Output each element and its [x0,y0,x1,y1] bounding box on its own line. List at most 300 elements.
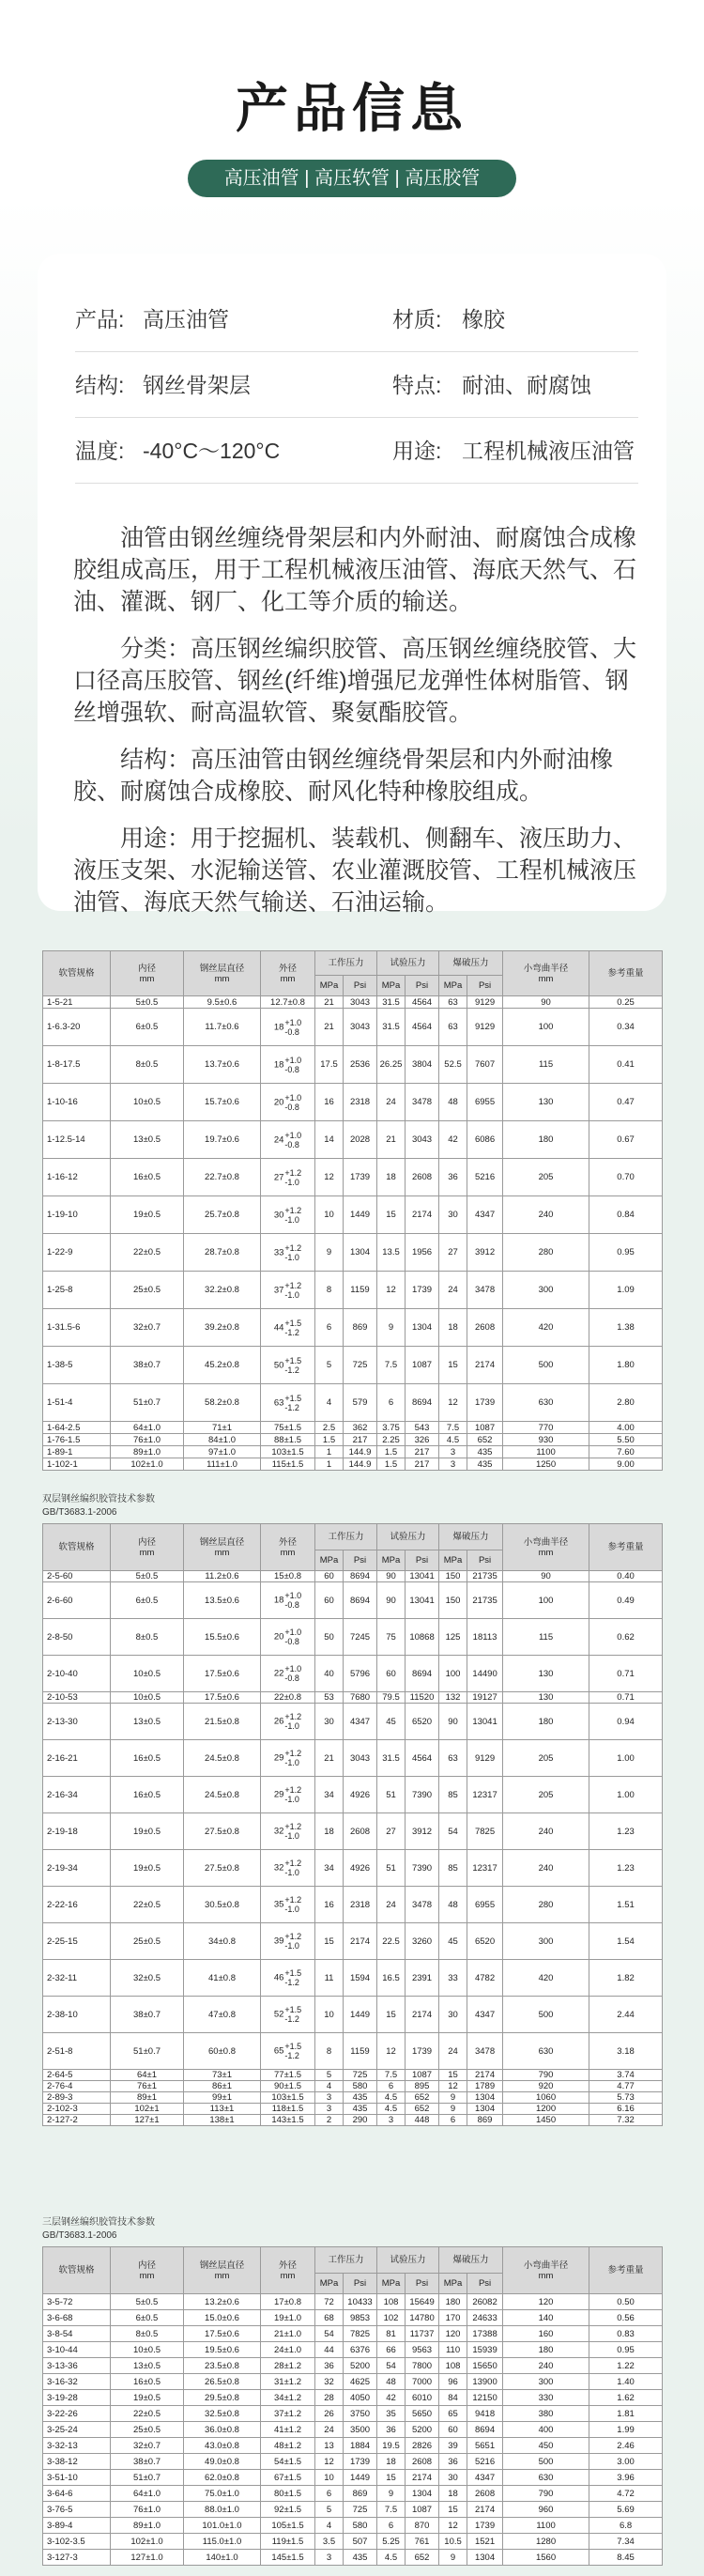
cell-model: 2-22-16 [43,1887,111,1923]
cell-weight: 1.40 [589,2374,663,2390]
cell-bend-radius: 930 [503,1434,589,1446]
cell-working-mpa: 14 [315,1121,344,1159]
cell-model: 3-38-12 [43,2454,111,2470]
cell-working-psi: 1449 [344,2470,377,2486]
cell-outer-diameter: 20+1.0 -0.8 [261,1084,315,1121]
cell-outer-diameter: 18+1.0 -0.8 [261,1582,315,1619]
tolerance: +1.0 -0.8 [284,1055,302,1074]
col-header-mpa: MPa [377,2274,406,2294]
cell-test-mpa: 15 [377,1997,406,2033]
description-paragraph: 结构：高压油管由钢丝缠绕骨架层和内外耐油橡胶、耐腐蚀合成橡胶、耐风化特种橡胶组成。 [73,747,614,805]
cell-burst-mpa: 150 [439,1582,467,1619]
table-standard: GB/T3683.1-2006 [42,1507,117,1518]
cell-burst-psi: 9129 [467,1009,503,1046]
cell-working-psi: 725 [344,2502,377,2518]
table-row [43,1960,663,1997]
cell-weight: 3.96 [589,2470,663,2486]
col-header-mpa: MPa [377,1550,406,1571]
cell-braid-diameter: 27.5±0.8 [184,1813,261,1850]
cell-working-psi: 1739 [344,1159,377,1196]
cell-model: 1-25-8 [43,1272,111,1309]
cell-inner-diameter: 64±1.0 [111,2486,184,2502]
cell-outer-diameter: 19±1.0 [261,2310,315,2326]
cell-working-psi: 1739 [344,2454,377,2470]
cell-inner-diameter: 5±0.5 [111,996,184,1009]
cell-working-psi: 1304 [344,1234,377,1272]
cell-burst-mpa: 36 [439,2454,467,2470]
table-row [43,1084,663,1121]
cell-working-psi: 3043 [344,1009,377,1046]
cell-burst-psi: 1087 [467,1422,503,1434]
col-header-mpa: MPa [315,976,344,996]
cell-inner-diameter: 22±0.5 [111,1887,184,1923]
table-row [43,1692,663,1704]
cell-burst-psi: 18113 [467,1619,503,1656]
cell-inner-diameter: 10±0.5 [111,2342,184,2358]
cell-burst-psi: 5216 [467,2454,503,2470]
cell-model: 1-19-10 [43,1196,111,1234]
cell-model: 2-64-5 [43,2070,111,2081]
cell-test-mpa: 16.5 [377,1960,406,1997]
cell-braid-diameter: 21.5±0.8 [184,1704,261,1740]
cell-working-psi: 3043 [344,1740,377,1777]
cell-test-psi: 543 [406,1422,439,1434]
cell-weight: 0.95 [589,1234,663,1272]
cell-burst-mpa: 120 [439,2326,467,2342]
cell-working-psi: 507 [344,2534,377,2550]
cell-inner-diameter: 16±0.5 [111,1159,184,1196]
cell-working-mpa: 3 [315,2550,344,2566]
cell-test-psi: 4564 [406,996,439,1009]
col-header-weight: 参考重量 [589,951,663,996]
cell-weight: 0.71 [589,1692,663,1704]
cell-burst-mpa: 15 [439,2502,467,2518]
cell-outer-diameter: 118±1.5 [261,2104,315,2115]
divider [75,483,638,484]
cell-working-mpa: 30 [315,1704,344,1740]
cell-bend-radius: 130 [503,1656,589,1692]
cell-test-psi: 1304 [406,2486,439,2502]
cell-braid-diameter: 62.0±0.8 [184,2470,261,2486]
cell-bend-radius: 1100 [503,1446,589,1458]
cell-weight: 0.95 [589,2342,663,2358]
cell-working-psi: 362 [344,1422,377,1434]
cell-inner-diameter: 32±0.7 [111,1309,184,1347]
cell-burst-psi: 6955 [467,1887,503,1923]
table-row [43,1234,663,1272]
cell-working-psi: 4050 [344,2390,377,2406]
cell-working-mpa: 60 [315,1571,344,1582]
cell-test-mpa: 6 [377,2081,406,2092]
cell-model: 3-8-54 [43,2326,111,2342]
cell-weight: 3.18 [589,2033,663,2070]
cell-test-psi: 761 [406,2534,439,2550]
cell-burst-psi: 1739 [467,1384,503,1422]
cell-braid-diameter: 24.5±0.8 [184,1777,261,1813]
cell-model: 2-5-60 [43,1571,111,1582]
cell-burst-psi: 869 [467,2115,503,2126]
cell-burst-psi: 4347 [467,1997,503,2033]
cell-test-mpa: 13.5 [377,1234,406,1272]
cell-test-mpa: 51 [377,1777,406,1813]
cell-model: 1-10-16 [43,1084,111,1121]
cell-outer-diameter: 103±1.5 [261,2092,315,2104]
cell-burst-psi: 4347 [467,2470,503,2486]
cell-test-psi: 2826 [406,2438,439,2454]
cell-test-mpa: 7.5 [377,1347,406,1384]
cell-inner-diameter: 16±0.5 [111,1777,184,1813]
cell-inner-diameter: 38±0.7 [111,1347,184,1384]
cell-outer-diameter: 26+1.2 -1.0 [261,1704,315,1740]
cell-model: 3-22-26 [43,2406,111,2422]
cell-test-psi: 7000 [406,2374,439,2390]
cell-test-psi: 15649 [406,2294,439,2310]
cell-burst-psi: 7607 [467,1046,503,1084]
spec-label-usage: 用途: [392,439,442,463]
cell-outer-diameter: 22±0.8 [261,1692,315,1704]
cell-test-psi: 3478 [406,1887,439,1923]
col-header-psi: Psi [406,976,439,996]
cell-test-psi: 3043 [406,1121,439,1159]
cell-weight: 3.00 [589,2454,663,2470]
col-header-weight: 参考重量 [589,1524,663,1571]
cell-working-mpa: 60 [315,1582,344,1619]
cell-burst-psi: 12317 [467,1777,503,1813]
cell-model: 2-51-8 [43,2033,111,2070]
tolerance: +1.0 -0.8 [284,1664,302,1683]
cell-model: 3-102-3.5 [43,2534,111,2550]
cell-inner-diameter: 25±0.5 [111,1272,184,1309]
table-row [43,1656,663,1692]
cell-burst-psi: 5651 [467,2438,503,2454]
cell-working-psi: 580 [344,2081,377,2092]
cell-working-psi: 5796 [344,1656,377,1692]
cell-working-psi: 869 [344,2486,377,2502]
cell-burst-psi: 17388 [467,2326,503,2342]
col-header-braid-diameter: 钢丝层直径 mm [184,2247,261,2294]
spec-table-triple-braid [42,2246,663,2566]
cell-working-mpa: 21 [315,1740,344,1777]
cell-inner-diameter: 16±0.5 [111,1740,184,1777]
cell-outer-diameter: 18+1.0 -0.8 [261,1046,315,1084]
cell-working-mpa: 3.5 [315,2534,344,2550]
table-row [43,2033,663,2070]
cell-outer-diameter: 119±1.5 [261,2534,315,2550]
col-header-mpa: MPa [439,976,467,996]
cell-working-mpa: 16 [315,1084,344,1121]
spec-table-double-braid [42,1523,663,2126]
table-row [43,2326,663,2342]
cell-inner-diameter: 102±1.0 [111,1458,184,1471]
col-header-test-pressure: 试验压力 [377,2247,439,2274]
cell-model: 3-64-6 [43,2486,111,2502]
cell-working-psi: 7680 [344,1692,377,1704]
cell-burst-mpa: 30 [439,1997,467,2033]
cell-burst-mpa: 84 [439,2390,467,2406]
cell-model: 3-19-28 [43,2390,111,2406]
cell-test-mpa: 1.5 [377,1446,406,1458]
cell-burst-mpa: 30 [439,2470,467,2486]
table-row [43,1997,663,2033]
cell-test-psi: 1304 [406,1309,439,1347]
cell-model: 3-25-24 [43,2422,111,2438]
cell-burst-psi: 2174 [467,2502,503,2518]
col-header-bend-radius: 小弯曲半径 mm [503,2247,589,2294]
tolerance: +1.2 -1.0 [284,1859,302,1877]
spec-value-product: 高压油管 [143,307,229,332]
cell-burst-psi: 12150 [467,2390,503,2406]
cell-test-psi: 2174 [406,1997,439,2033]
cell-model: 2-32-11 [43,1960,111,1997]
cell-burst-psi: 9129 [467,1740,503,1777]
cell-braid-diameter: 28.7±0.8 [184,1234,261,1272]
cell-weight: 0.50 [589,2294,663,2310]
cell-outer-diameter: 18+1.0 -0.8 [261,1009,315,1046]
tolerance: +1.2 -1.0 [284,1280,302,1300]
cell-weight: 0.71 [589,1656,663,1692]
cell-test-mpa: 6 [377,1384,406,1422]
cell-burst-psi: 2608 [467,2486,503,2502]
cell-bend-radius: 240 [503,1196,589,1234]
cell-test-mpa: 2.25 [377,1434,406,1446]
cell-burst-psi: 652 [467,1434,503,1446]
cell-working-mpa: 5 [315,2070,344,2081]
cell-test-psi: 7800 [406,2358,439,2374]
cell-working-mpa: 34 [315,1850,344,1887]
cell-weight: 0.67 [589,1121,663,1159]
cell-braid-diameter: 30.5±0.8 [184,1887,261,1923]
cell-working-mpa: 4 [315,2518,344,2534]
cell-working-mpa: 50 [315,1619,344,1656]
cell-weight: 0.25 [589,996,663,1009]
cell-test-mpa: 9 [377,2486,406,2502]
page-title: 产品信息 [236,79,468,138]
cell-bend-radius: 100 [503,1009,589,1046]
cell-burst-psi: 3912 [467,1234,503,1272]
cell-weight: 1.09 [589,1272,663,1309]
cell-working-psi: 144.9 [344,1458,377,1471]
cell-working-psi: 7825 [344,2326,377,2342]
cell-braid-diameter: 9.5±0.6 [184,996,261,1009]
col-header-psi: Psi [344,2274,377,2294]
cell-working-mpa: 21 [315,996,344,1009]
cell-test-mpa: 75 [377,1619,406,1656]
spec-value-feature: 耐油、耐腐蚀 [462,373,591,397]
cell-burst-mpa: 9 [439,2104,467,2115]
cell-outer-diameter: 54±1.5 [261,2454,315,2470]
col-header-bend-radius: 小弯曲半径 mm [503,1524,589,1571]
cell-burst-mpa: 15 [439,1347,467,1384]
cell-burst-psi: 4347 [467,1196,503,1234]
cell-burst-mpa: 63 [439,1740,467,1777]
cell-braid-diameter: 138±1 [184,2115,261,2126]
col-header-outer-diameter: 外径 mm [261,951,315,996]
cell-burst-psi: 2174 [467,1347,503,1384]
cell-outer-diameter: 65+1.5 -1.2 [261,2033,315,2070]
cell-weight: 6.8 [589,2518,663,2534]
cell-braid-diameter: 15.0±0.6 [184,2310,261,2326]
cell-bend-radius: 1560 [503,2550,589,2566]
cell-weight: 0.41 [589,1046,663,1084]
cell-model: 3-13-36 [43,2358,111,2374]
col-header-working-pressure: 工作压力 [315,951,377,976]
cell-bend-radius: 300 [503,2374,589,2390]
cell-burst-mpa: 39 [439,2438,467,2454]
cell-braid-diameter: 113±1 [184,2104,261,2115]
table-row [43,2070,663,2081]
cell-model: 3-89-4 [43,2518,111,2534]
table-row [43,1887,663,1923]
cell-burst-psi: 5216 [467,1159,503,1196]
cell-test-mpa: 90 [377,1582,406,1619]
table-row [43,1347,663,1384]
cell-burst-psi: 2174 [467,2070,503,2081]
cell-test-psi: 8694 [406,1656,439,1692]
cell-outer-diameter: 63+1.5 -1.2 [261,1384,315,1422]
col-header-inner-diameter: 内径 mm [111,2247,184,2294]
cell-burst-psi: 1304 [467,2550,503,2566]
cell-inner-diameter: 16±0.5 [111,2374,184,2390]
col-header-working-pressure: 工作压力 [315,1524,377,1550]
cell-bend-radius: 630 [503,1384,589,1422]
cell-braid-diameter: 84±1.0 [184,1434,261,1446]
cell-braid-diameter: 19.7±0.6 [184,1121,261,1159]
cell-test-psi: 3912 [406,1813,439,1850]
cell-bend-radius: 300 [503,1923,589,1960]
cell-test-psi: 8694 [406,1384,439,1422]
cell-test-psi: 3260 [406,1923,439,1960]
cell-braid-diameter: 36.0±0.8 [184,2422,261,2438]
cell-working-psi: 290 [344,2115,377,2126]
tolerance: +1.5 -1.2 [284,1355,302,1375]
spec-value-structure: 钢丝骨架层 [143,373,251,397]
cell-test-psi: 217 [406,1458,439,1471]
cell-weight: 2.80 [589,1384,663,1422]
cell-test-mpa: 81 [377,2326,406,2342]
col-header-inner-diameter: 内径 mm [111,1524,184,1571]
cell-outer-diameter: 39+1.2 -1.0 [261,1923,315,1960]
cell-working-mpa: 53 [315,1692,344,1704]
cell-burst-mpa: 30 [439,1196,467,1234]
cell-burst-psi: 19127 [467,1692,503,1704]
cell-bend-radius: 205 [503,1159,589,1196]
col-header-mpa: MPa [315,1550,344,1571]
cell-inner-diameter: 127±1 [111,2115,184,2126]
cell-braid-diameter: 11.2±0.6 [184,1571,261,1582]
cell-bend-radius: 130 [503,1084,589,1121]
cell-inner-diameter: 5±0.5 [111,1571,184,1582]
cell-weight: 0.49 [589,1582,663,1619]
col-header-psi: Psi [344,1550,377,1571]
table-row [43,1422,663,1434]
cell-weight: 0.34 [589,1009,663,1046]
cell-working-psi: 5200 [344,2358,377,2374]
cell-test-mpa: 7.5 [377,2070,406,2081]
cell-test-mpa: 31.5 [377,996,406,1009]
cell-bend-radius: 280 [503,1887,589,1923]
cell-test-psi: 6010 [406,2390,439,2406]
col-header-mpa: MPa [439,2274,467,2294]
cell-model: 3-5-72 [43,2294,111,2310]
cell-model: 1-89-1 [43,1446,111,1458]
cell-outer-diameter: 80±1.5 [261,2486,315,2502]
col-header-mpa: MPa [315,2274,344,2294]
tolerance: +1.2 -1.0 [284,1895,302,1914]
cell-test-mpa: 24 [377,1887,406,1923]
tolerance: +1.5 -1.2 [284,1318,302,1337]
col-header-psi: Psi [406,1550,439,1571]
tolerance: +1.0 -0.8 [284,1591,302,1610]
cell-inner-diameter: 89±1 [111,2092,184,2104]
cell-model: 1-38-5 [43,1347,111,1384]
cell-outer-diameter: 35+1.2 -1.0 [261,1887,315,1923]
cell-working-psi: 435 [344,2092,377,2104]
cell-weight: 7.34 [589,2534,663,2550]
cell-bend-radius: 420 [503,1309,589,1347]
col-header-burst-pressure: 爆破压力 [439,1524,503,1550]
cell-model: 2-13-30 [43,1704,111,1740]
cell-model: 3-51-10 [43,2470,111,2486]
col-header-model: 软管规格 [43,1524,111,1571]
cell-working-psi: 579 [344,1384,377,1422]
cell-test-mpa: 9 [377,1309,406,1347]
cell-test-mpa: 3.75 [377,1422,406,1434]
table-row [43,2104,663,2115]
cell-working-psi: 217 [344,1434,377,1446]
cell-braid-diameter: 17.5±0.6 [184,1656,261,1692]
cell-test-mpa: 4.5 [377,2092,406,2104]
cell-outer-diameter: 44+1.5 -1.2 [261,1309,315,1347]
cell-bend-radius: 180 [503,1121,589,1159]
cell-bend-radius: 500 [503,1347,589,1384]
cell-weight: 0.94 [589,1704,663,1740]
cell-outer-diameter: 33+1.2 -1.0 [261,1234,315,1272]
cell-inner-diameter: 89±1.0 [111,1446,184,1458]
cell-bend-radius: 1280 [503,2534,589,2550]
cell-braid-diameter: 13.2±0.6 [184,2294,261,2310]
cell-bend-radius: 1450 [503,2115,589,2126]
cell-braid-diameter: 115.0±1.0 [184,2534,261,2550]
cell-burst-psi: 1304 [467,2104,503,2115]
table-row [43,2310,663,2326]
cell-bend-radius: 90 [503,996,589,1009]
cell-working-mpa: 26 [315,2406,344,2422]
cell-outer-diameter: 143±1.5 [261,2115,315,2126]
cell-inner-diameter: 10±0.5 [111,1084,184,1121]
cell-inner-diameter: 13±0.5 [111,1121,184,1159]
cell-working-mpa: 2.5 [315,1422,344,1434]
cell-model: 3-127-3 [43,2550,111,2566]
cell-outer-diameter: 88±1.5 [261,1434,315,1446]
cell-working-mpa: 44 [315,2342,344,2358]
col-header-model: 软管规格 [43,2247,111,2294]
cell-bend-radius: 1100 [503,2518,589,2534]
cell-inner-diameter: 32±0.7 [111,2438,184,2454]
cell-bend-radius: 380 [503,2406,589,2422]
table-row [43,1009,663,1046]
cell-test-mpa: 66 [377,2342,406,2358]
cell-test-psi: 870 [406,2518,439,2534]
cell-model: 1-16-12 [43,1159,111,1196]
cell-braid-diameter: 15.5±0.6 [184,1619,261,1656]
cell-burst-mpa: 33 [439,1960,467,1997]
cell-inner-diameter: 6±0.5 [111,1009,184,1046]
table-row [43,2374,663,2390]
cell-outer-diameter: 145±1.5 [261,2550,315,2566]
cell-burst-psi: 14490 [467,1656,503,1692]
table-row [43,1923,663,1960]
cell-working-psi: 580 [344,2518,377,2534]
